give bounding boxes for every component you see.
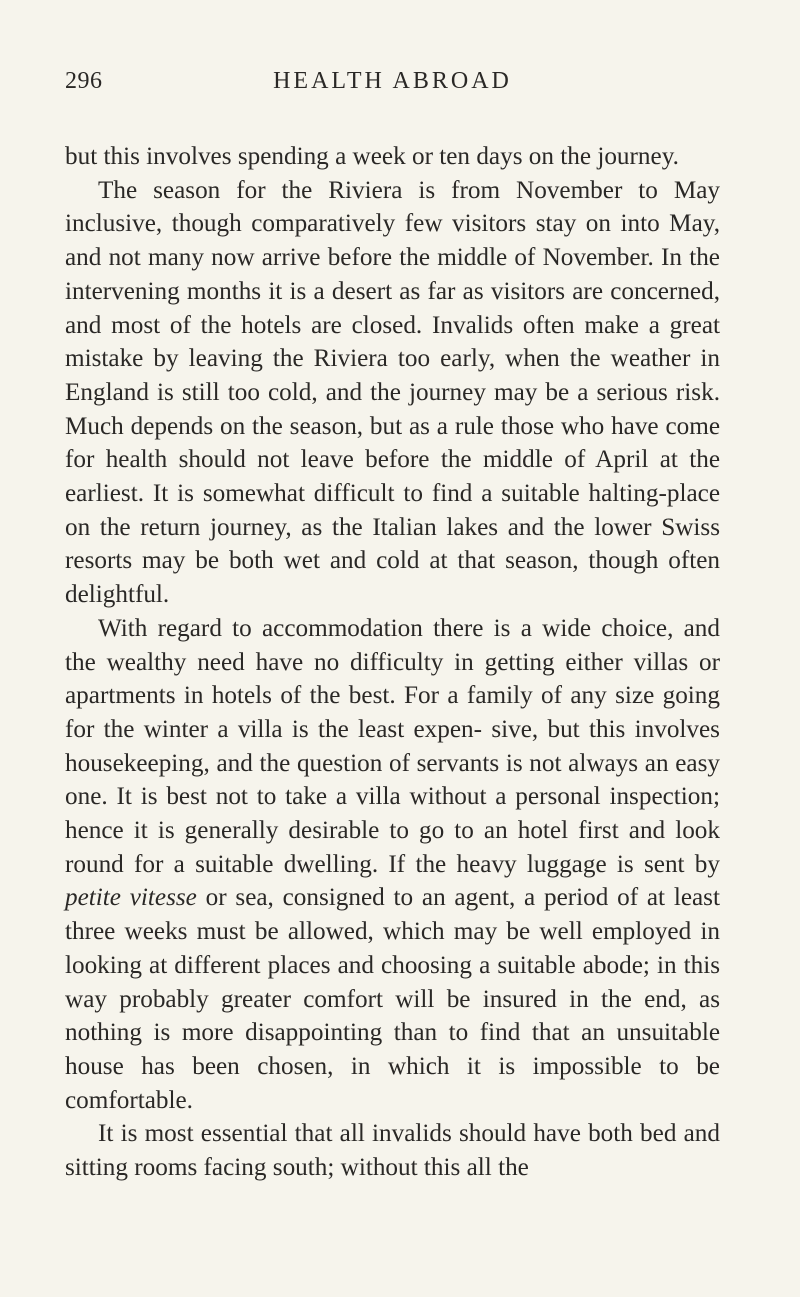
paragraph-continued: but this involves spending a week or ten days on the journey. — [65, 143, 679, 170]
body-text — [65, 140, 720, 1185]
italic-phrase: petite vitesse — [65, 884, 197, 912]
paragraph-riviera-season: The season for the Riviera is from November to May inclusive, though comparatively few visitors stay on into May, and not many now arrive before the middle of November. In the intervening months it is a desert as far as visitors are concerned, and most of the hotels are closed. Invalids often make a great mistake by leaving the Riviera too early, when the weather in England is still too cold, and the journey may be a serious risk. Much depends on the season, but as a rule those who have come for health should not leave before the middle of April at the earliest. It is somewhat difficult to find a suitable halting-place on the return journey, as the Italian lakes and the lower Swiss resorts may be both wet and cold at that season, though often delightful. — [65, 176, 720, 609]
paragraph-text: or sea, consigned to an agent, a period of at least three weeks must be allowed, which may be well employed in looking at different places and choosing a suitable abode; in this way probably greater comfort will be insured in the end, as nothing is more disappointing than to find that an unsuitable house has been chosen, in which it is impossible to be comfortable. — [65, 884, 720, 1114]
paragraph-accommodation — [65, 612, 720, 1118]
paragraph-rooms-south: It is most essential that all invalids should have both bed and sitting rooms facing south; without this all the — [65, 1120, 720, 1182]
page-number: 296 — [65, 68, 103, 94]
page-header — [65, 68, 720, 108]
paragraph-text: With regard to accommodation there is a wide choice, and the wealthy need have no difficulty in getting either villas or apartments in hotels of the best. For a family of any size going for the winter a villa is the least expen- sive, but this involves housekeeping, and the question of servants is not always an easy one. It is best not to take a villa without a personal inspection; hence it is generally desirable to go to an hotel first and look round for a suitable dwelling. If the heavy luggage is sent by — [65, 614, 720, 878]
running-head: HEALTH ABROAD — [273, 68, 512, 94]
